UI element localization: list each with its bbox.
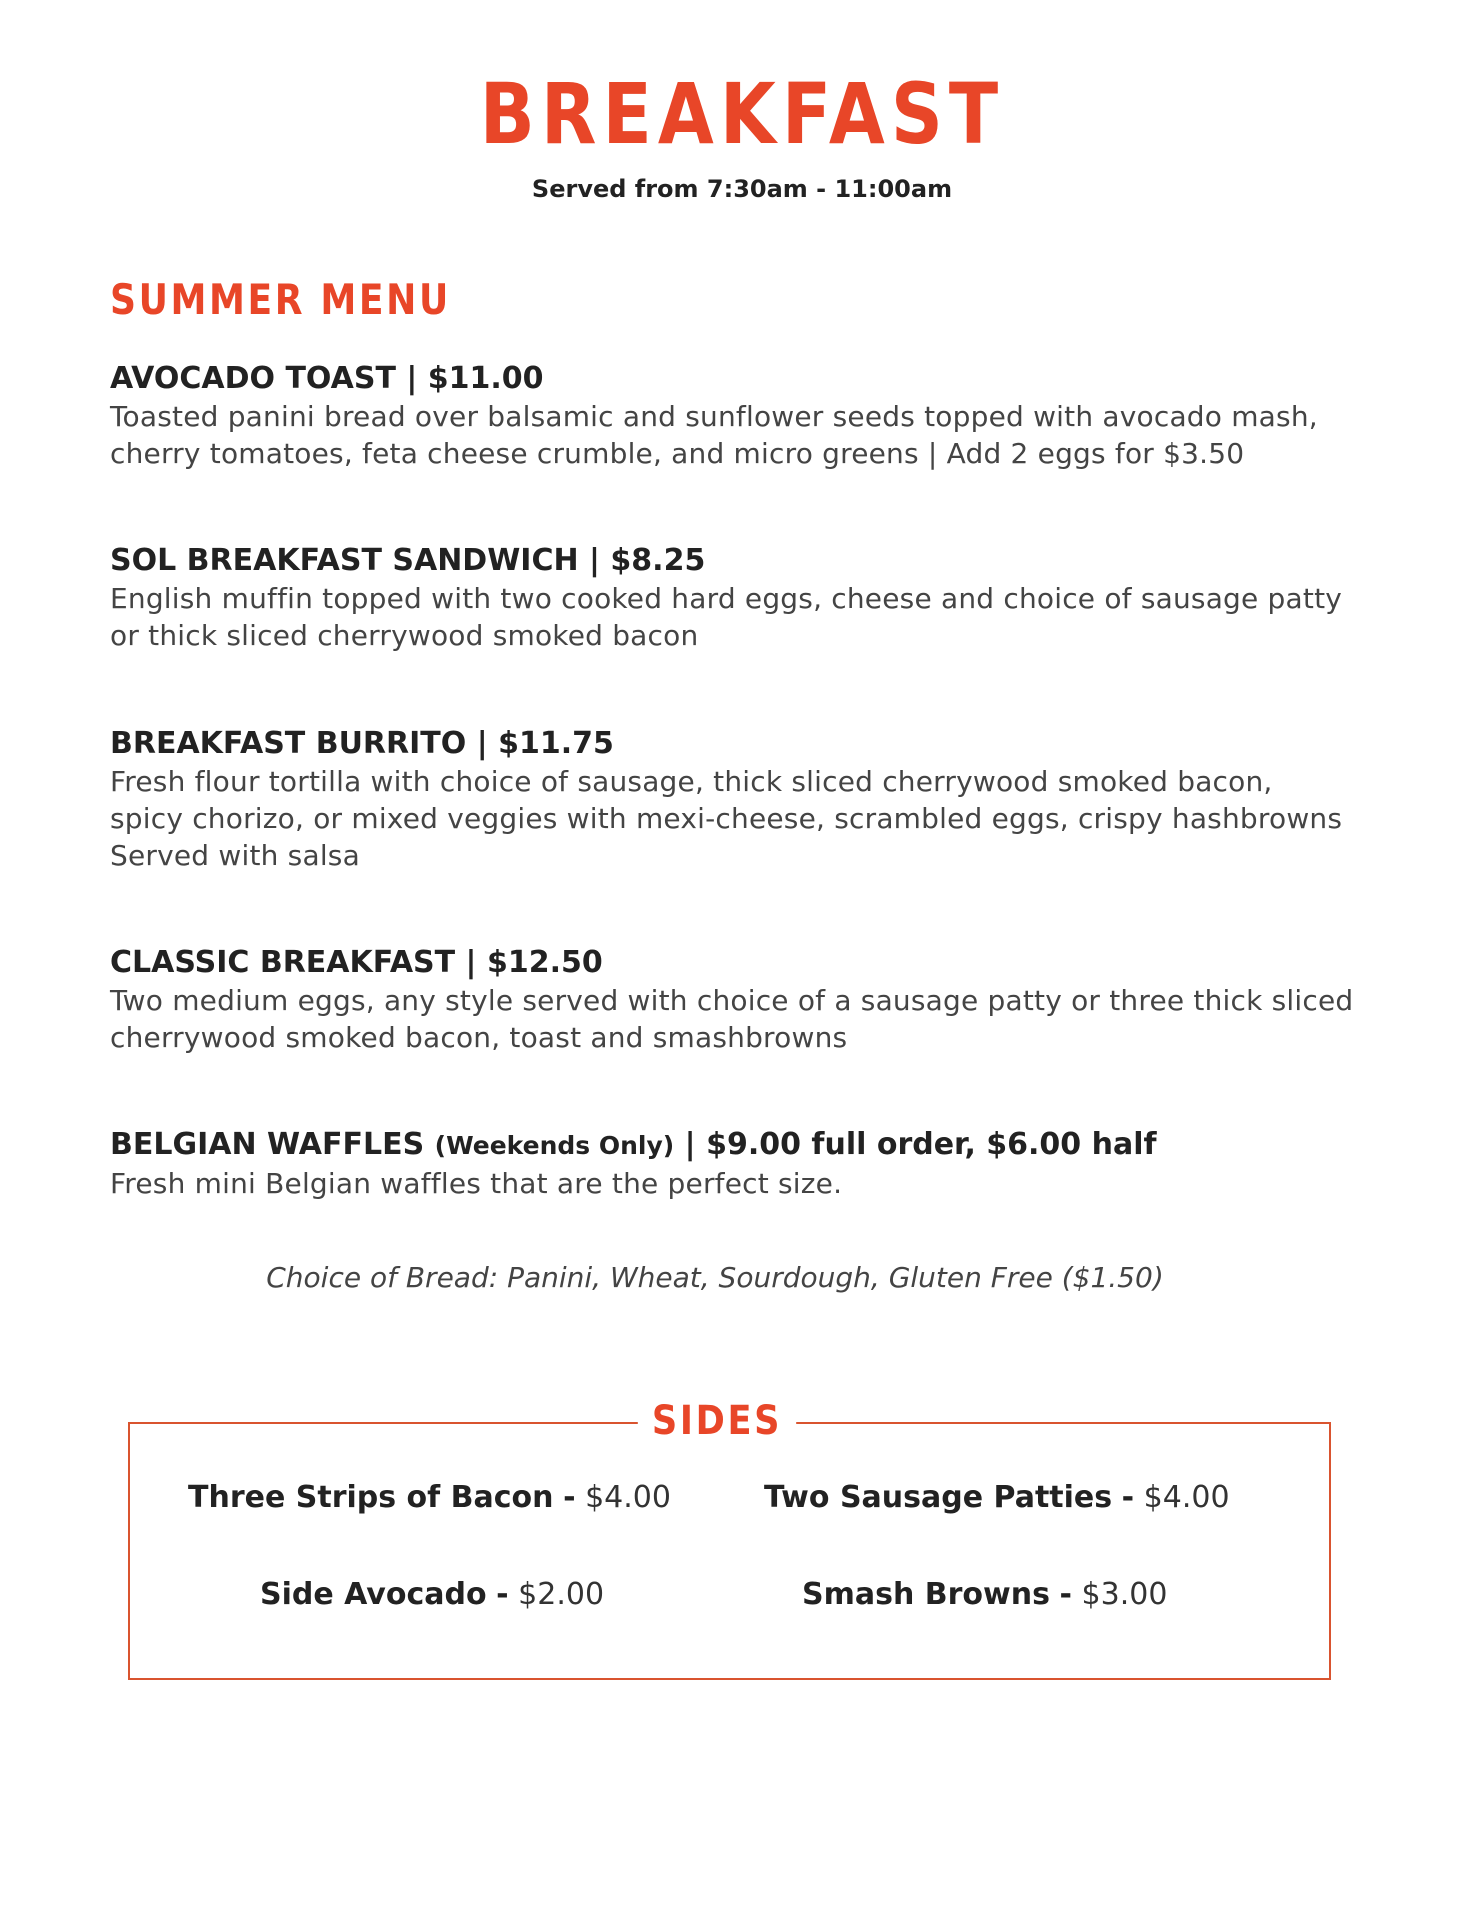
side-item-name: Two Sausage Patties [764,1480,1113,1515]
menu-item-description [110,763,1400,874]
description-line: cherry tomatoes, feta cheese crumble, and micro greens | Add 2 eggs for $3.50 [110,437,1245,470]
bread-choice-note: Choice of Bread: Panini, Wheat, Sourdough, Gluten Free ($1.50) [266,1261,1164,1294]
side-item-name: Three Strips of Bacon [188,1480,554,1515]
menu-item-belgian-waffles [110,1126,1400,1202]
side-item-price: $4.00 [585,1480,671,1515]
description-line: Served with salsa [110,839,360,872]
menu-item-description [110,982,1400,1056]
menu-item-description [110,580,1400,654]
side-item-price: $3.00 [1081,1577,1168,1612]
menu-item-title [110,1126,1400,1165]
description-line: English muffin topped with two cooked hard eggs, cheese and choice of sausage patty [110,582,1343,615]
menu-item-title-price: | $9.00 full order, $6.00 half [684,1127,1157,1162]
description-line: Fresh flour tortilla with choice of sausage, thick sliced cherrywood smoked bacon, [110,765,1273,798]
summer-menu-heading: SUMMER MENU [110,275,451,324]
side-item-separator: - [496,1577,509,1612]
menu-item-breakfast-burrito [110,725,1400,874]
sides-heading: SIDES [638,1396,796,1446]
menu-title: BREAKFAST [479,65,1005,163]
side-item-sausage [764,1478,1230,1518]
menu-item-description [110,398,1400,472]
description-line: Two medium eggs, any style served with choice of a sausage patty or three thick sliced [110,984,1354,1017]
side-item-bacon [188,1478,671,1518]
side-item-separator: - [1121,1480,1135,1515]
menu-item-description [110,1165,1400,1202]
served-hours: Served from 7:30am - 11:00am [531,175,953,203]
side-item-name: Smash Browns [802,1577,1050,1612]
side-item-separator: - [563,1480,576,1515]
menu-item-title: AVOCADO TOAST | $11.00 [110,361,544,396]
menu-item-classic-breakfast [110,944,1400,1056]
menu-item-title: CLASSIC BREAKFAST | $12.50 [110,945,603,980]
description-line: or thick sliced cherrywood smoked bacon [110,619,699,652]
description-line: Fresh mini Belgian waffles that are the perfect size. [110,1167,843,1200]
menu-item-title-note: (Weekends Only) [434,1131,675,1160]
menu-item-sol-breakfast-sandwich [110,542,1400,654]
description-line: Toasted panini bread over balsamic and sunflower seeds topped with avocado mash, [110,400,1318,433]
side-item-name: Side Avocado [260,1577,487,1612]
description-line: spicy chorizo, or mixed veggies with mexi-cheese, scrambled eggs, crispy hashbrowns [110,802,1343,835]
side-item-price: $4.00 [1143,1480,1230,1515]
description-line: cherrywood smoked bacon, toast and smashbrowns [110,1021,848,1054]
menu-item-title: BREAKFAST BURRITO | $11.75 [110,726,614,761]
side-item-price: $2.00 [518,1577,605,1612]
menu-item-title: SOL BREAKFAST SANDWICH | $8.25 [110,543,706,578]
sides-box [128,1422,1331,1680]
side-item-smash-browns [802,1575,1167,1615]
side-item-separator: - [1059,1577,1072,1612]
menu-item-avocado-toast [110,360,1400,472]
side-item-avocado [260,1575,604,1615]
menu-item-title-main: BELGIAN WAFFLES [110,1127,425,1162]
